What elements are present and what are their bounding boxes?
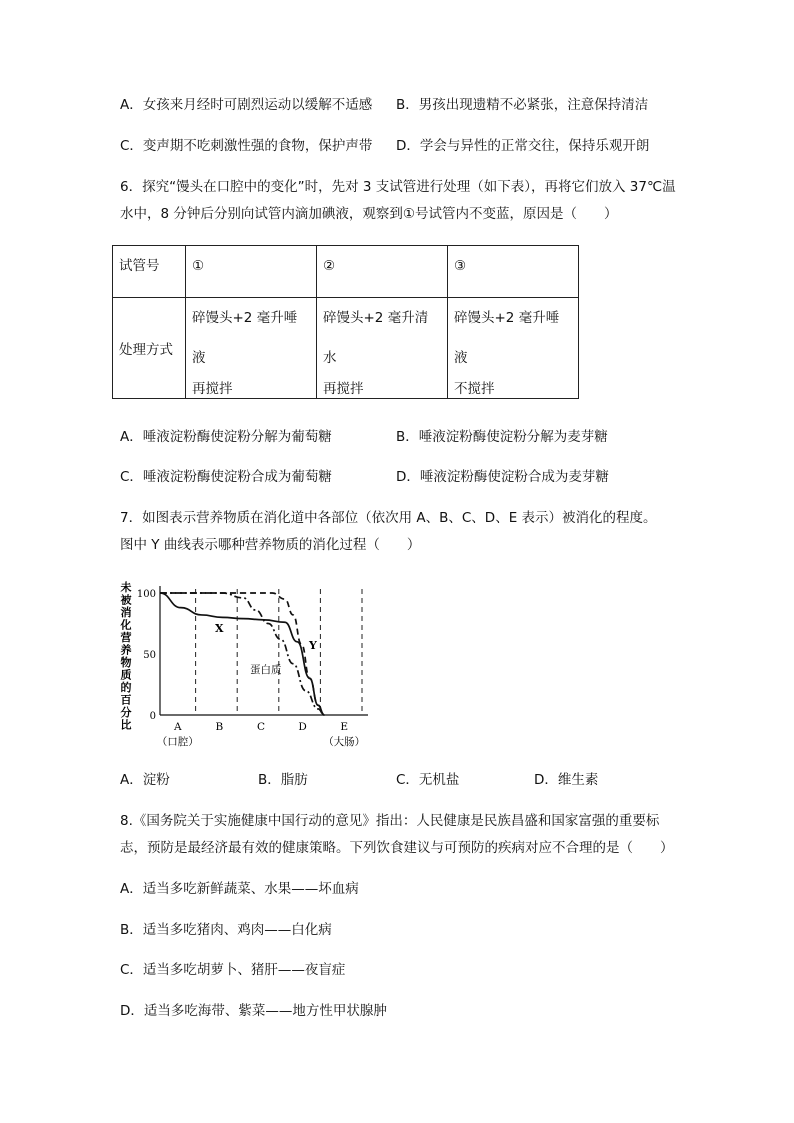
category-note-large-intestine: （大肠） (323, 736, 366, 748)
tube-2-header: ② (317, 246, 448, 298)
chart-axes (160, 586, 368, 715)
category-note-mouth: （口腔） (156, 736, 199, 748)
y-axis-label-char: 养 (120, 643, 132, 657)
label-protein: 蛋白质 (250, 664, 282, 676)
q5-option-b: B．男孩出现遗精不必紧张，注意保持清洁 (396, 97, 649, 113)
q5-option-d: D．学会与异性的正常交往，保持乐观开朗 (396, 138, 650, 154)
tube-3-header: ③ (448, 246, 579, 298)
label-x: X (215, 622, 224, 635)
y-axis-label-char: 营 (120, 631, 132, 644)
tube-1-header: ① (186, 246, 317, 298)
digestion-chart (112, 578, 382, 750)
q8-option-a: A．适当多吃新鲜蔬菜、水果——坏血病 (120, 881, 359, 897)
y-axis-label-char: 分 (120, 706, 132, 719)
q7-option-d: D．维生素 (534, 772, 599, 788)
q5-option-c: C．变声期不吃刺激性强的食物，保护声带 (120, 138, 373, 154)
tube-3-treatment: 碎馒头+2 毫升唾液 不搅拌 (448, 298, 579, 399)
q8-stem-line2: 志，预防是最经济最有效的健康策略。下列饮食建议与可预防的疾病对应不合理的是（ ） (120, 840, 674, 856)
x-category-label: C (256, 721, 266, 733)
curve-X (160, 593, 324, 715)
y-axis-label-char: 的 (120, 681, 132, 694)
x-category-label: B (215, 721, 224, 733)
q7-option-a: A．淀粉 (120, 772, 170, 788)
tube-2-treatment: 碎馒头+2 毫升清水 再搅拌 (317, 298, 448, 399)
q6-option-c: C．唾液淀粉酶使淀粉合成为葡萄糖 (120, 469, 332, 485)
q7-stem-line1: 7．如图表示营养物质在消化道中各部位（依次用 A、B、C、D、E 表示）被消化的程度。 (120, 510, 657, 526)
q5-option-a: A．女孩来月经时可剧烈运动以缓解不适感 (120, 97, 373, 113)
curve-dashed (160, 593, 324, 715)
table-header-label: 试管号 (113, 246, 186, 298)
q6-option-a: A．唾液淀粉酶使淀粉分解为葡萄糖 (120, 429, 332, 445)
y-axis-label-char: 被 (120, 593, 132, 607)
tube-1-treatment: 碎馒头+2 毫升唾液 再搅拌 (186, 298, 317, 399)
q6-stem-line1: 6．探究“馒头在口腔中的变化”时，先对 3 支试管进行处理（如下表），再将它们放入 37℃温 (120, 179, 676, 195)
q6-option-d: D．唾液淀粉酶使淀粉合成为麦芽糖 (396, 469, 609, 485)
table-row-label: 处理方式 (113, 298, 186, 399)
y-axis-label-char: 比 (120, 718, 132, 732)
y-axis-label-char: 百 (120, 693, 132, 707)
y-tick-label: 0 (149, 711, 156, 722)
q8-option-b: B．适当多吃猪肉、鸡肉——白化病 (120, 922, 332, 938)
y-axis-label-char: 物 (120, 656, 132, 669)
q7-option-b: B．脂肪 (258, 772, 308, 788)
curve-Y (160, 593, 324, 715)
q7-stem-line2: 图中 Y 曲线表示哪种营养物质的消化过程（ ） (120, 537, 421, 553)
q6-stem-line2: 水中，8 分钟后分别向试管内滴加碘液，观察到①号试管内不变蓝，原因是（ ） (120, 206, 618, 222)
q6-option-b: B．唾液淀粉酶使淀粉分解为麦芽糖 (396, 429, 608, 445)
q8-option-c: C．适当多吃胡萝卜、猪肝——夜盲症 (120, 962, 346, 978)
y-axis-label-char: 质 (120, 668, 132, 682)
label-y: Y (309, 639, 317, 652)
y-axis-label-char: 消 (120, 606, 132, 619)
x-category-label: E (340, 721, 349, 733)
q6-treatment-table (112, 245, 579, 399)
x-category-label: D (298, 721, 307, 733)
x-category-label: A (174, 721, 182, 733)
q7-option-c: C．无机盐 (396, 772, 460, 788)
y-axis-label (120, 580, 133, 732)
y-axis-label-char: 未 (120, 581, 132, 594)
y-tick-label: 100 (136, 589, 156, 600)
q8-stem-line1: 8.《国务院关于实施健康中国行动的意见》指出：人民健康是民族昌盛和国家富强的重要标 (120, 813, 660, 829)
y-axis-label-char: 化 (120, 618, 132, 632)
y-tick-label: 50 (143, 650, 156, 661)
q8-option-d: D．适当多吃海带、紫菜——地方性甲状腺肿 (120, 1003, 387, 1019)
